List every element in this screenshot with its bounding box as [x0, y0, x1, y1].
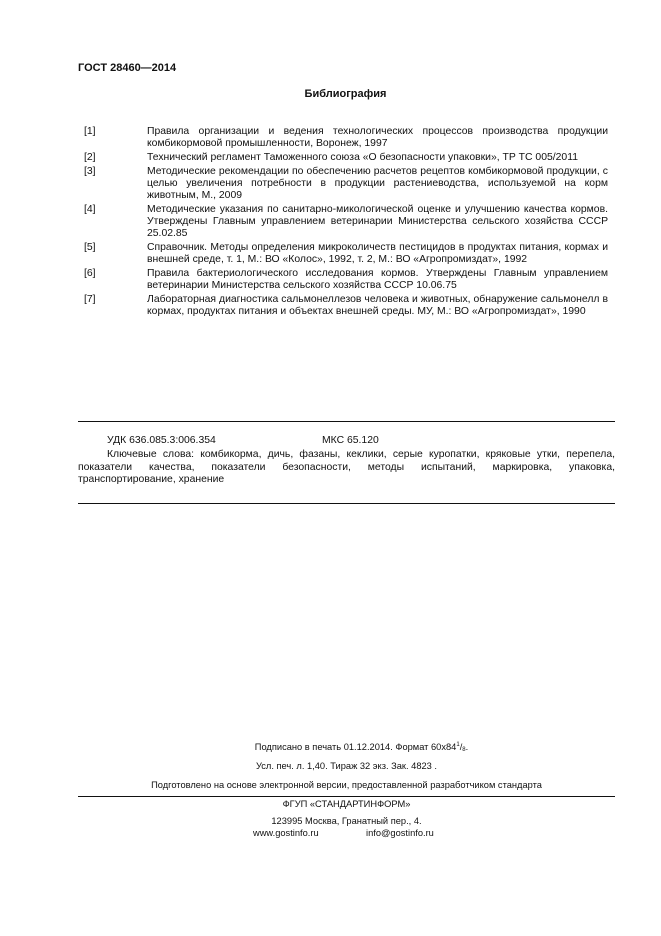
entry-number: [3]	[84, 165, 96, 177]
udk-code: УДК 636.085.3:006.354	[107, 435, 216, 446]
entry-number: [1]	[84, 126, 96, 137]
entry-text: Технический регламент Таможенного союза «О безопасности упаковки», ТР ТС 005/2011	[147, 152, 578, 163]
divider-top	[78, 421, 615, 422]
entry-text: Методические рекомендации по обеспечению расчетов рецептов комбикормовой продукции, с целью увеличения потребности в продукции растениеводства, используемой на корм животным, М., 2009	[147, 165, 608, 202]
format-denominator: 8	[462, 747, 466, 753]
imprint-signed: Подписано в печать 01.12.2014. Формат $60х84^1/_8$.	[254, 742, 469, 753]
bibliography-entry	[84, 204, 608, 241]
bibliography-entry	[84, 242, 608, 266]
entry-text: Правила бактериологического исследования кормов. Утверждены Главным управлением ветеринарии Министерства сельского хозяйства СССР 10.06.75	[147, 268, 608, 292]
entry-number: [4]	[84, 204, 96, 215]
format-numerator: 1	[456, 742, 460, 748]
website-link[interactable]: www.gostinfo.ru	[253, 828, 319, 838]
imprint-publisher: ФГУП «СТАНДАРТИНФОРМ»	[282, 799, 411, 809]
signed-end: .	[465, 742, 469, 752]
bibliography-entry	[84, 294, 608, 318]
bibliography-title: Библиография	[304, 88, 387, 100]
imprint-address: 123995 Москва, Гранатный пер., 4.	[271, 816, 422, 826]
email-link[interactable]: info@gostinfo.ru	[366, 828, 434, 838]
imprint-print-info: Усл. печ. л. 1,40. Тираж 32 экз. Зак. 4823 .	[255, 761, 438, 771]
entry-number: [2]	[84, 152, 96, 163]
entry-number: [7]	[84, 294, 96, 306]
bibliography-entry	[84, 268, 608, 292]
mks-code: МКС 65.120	[322, 435, 379, 446]
divider-bottom	[78, 796, 615, 797]
entry-text: Методические указания по санитарно-микологической оценке и улучшению качества кормов. Утверждены Главным управлением ветеринарии Министерства сельского хозяйства СССР 25.02.85	[147, 204, 608, 240]
entry-number: [5]	[84, 242, 96, 254]
bibliography-entry	[84, 126, 608, 150]
entry-text: Лабораторная диагностика сальмонеллезов человека и животных, обнаружение сальмонелл в кормах, продуктах питания и объектах внешней среды. МУ, М.: ВО «Агропромиздат», 1990	[147, 294, 608, 318]
bibliography-entry	[84, 166, 608, 203]
divider-middle	[78, 503, 615, 504]
imprint-prepared: Подготовлено на основе электронной версии, предоставленной разработчиком стандарта	[151, 780, 542, 790]
bibliography-list	[84, 126, 608, 320]
bibliography-entry	[84, 152, 608, 164]
keywords: Ключевые слова: комбикорма, дичь, фазаны, кеклики, серые куропатки, кряковые утки, перепела, показатели качества, показатели безопасности, методы испытаний, маркировка, упаковка, транспортирование, хранение	[78, 449, 615, 486]
signed-text: Подписано в печать 01.12.2014. Формат 60х84	[254, 742, 457, 752]
entry-number: [6]	[84, 268, 96, 280]
entry-text: Справочник. Методы определения микроколичеств пестицидов в продуктах питания, кормах и внешней среде, т. 1, М.: ВО «Колос», 1992, т. 2, М.: ВО «Агропромиздат», 1992	[147, 242, 608, 266]
entry-text: Правила организации и ведения технологических процессов производства продукции комбикормовой промышленности, Воронеж, 1997	[147, 126, 608, 150]
document-code: ГОСТ 28460—2014	[78, 62, 177, 74]
